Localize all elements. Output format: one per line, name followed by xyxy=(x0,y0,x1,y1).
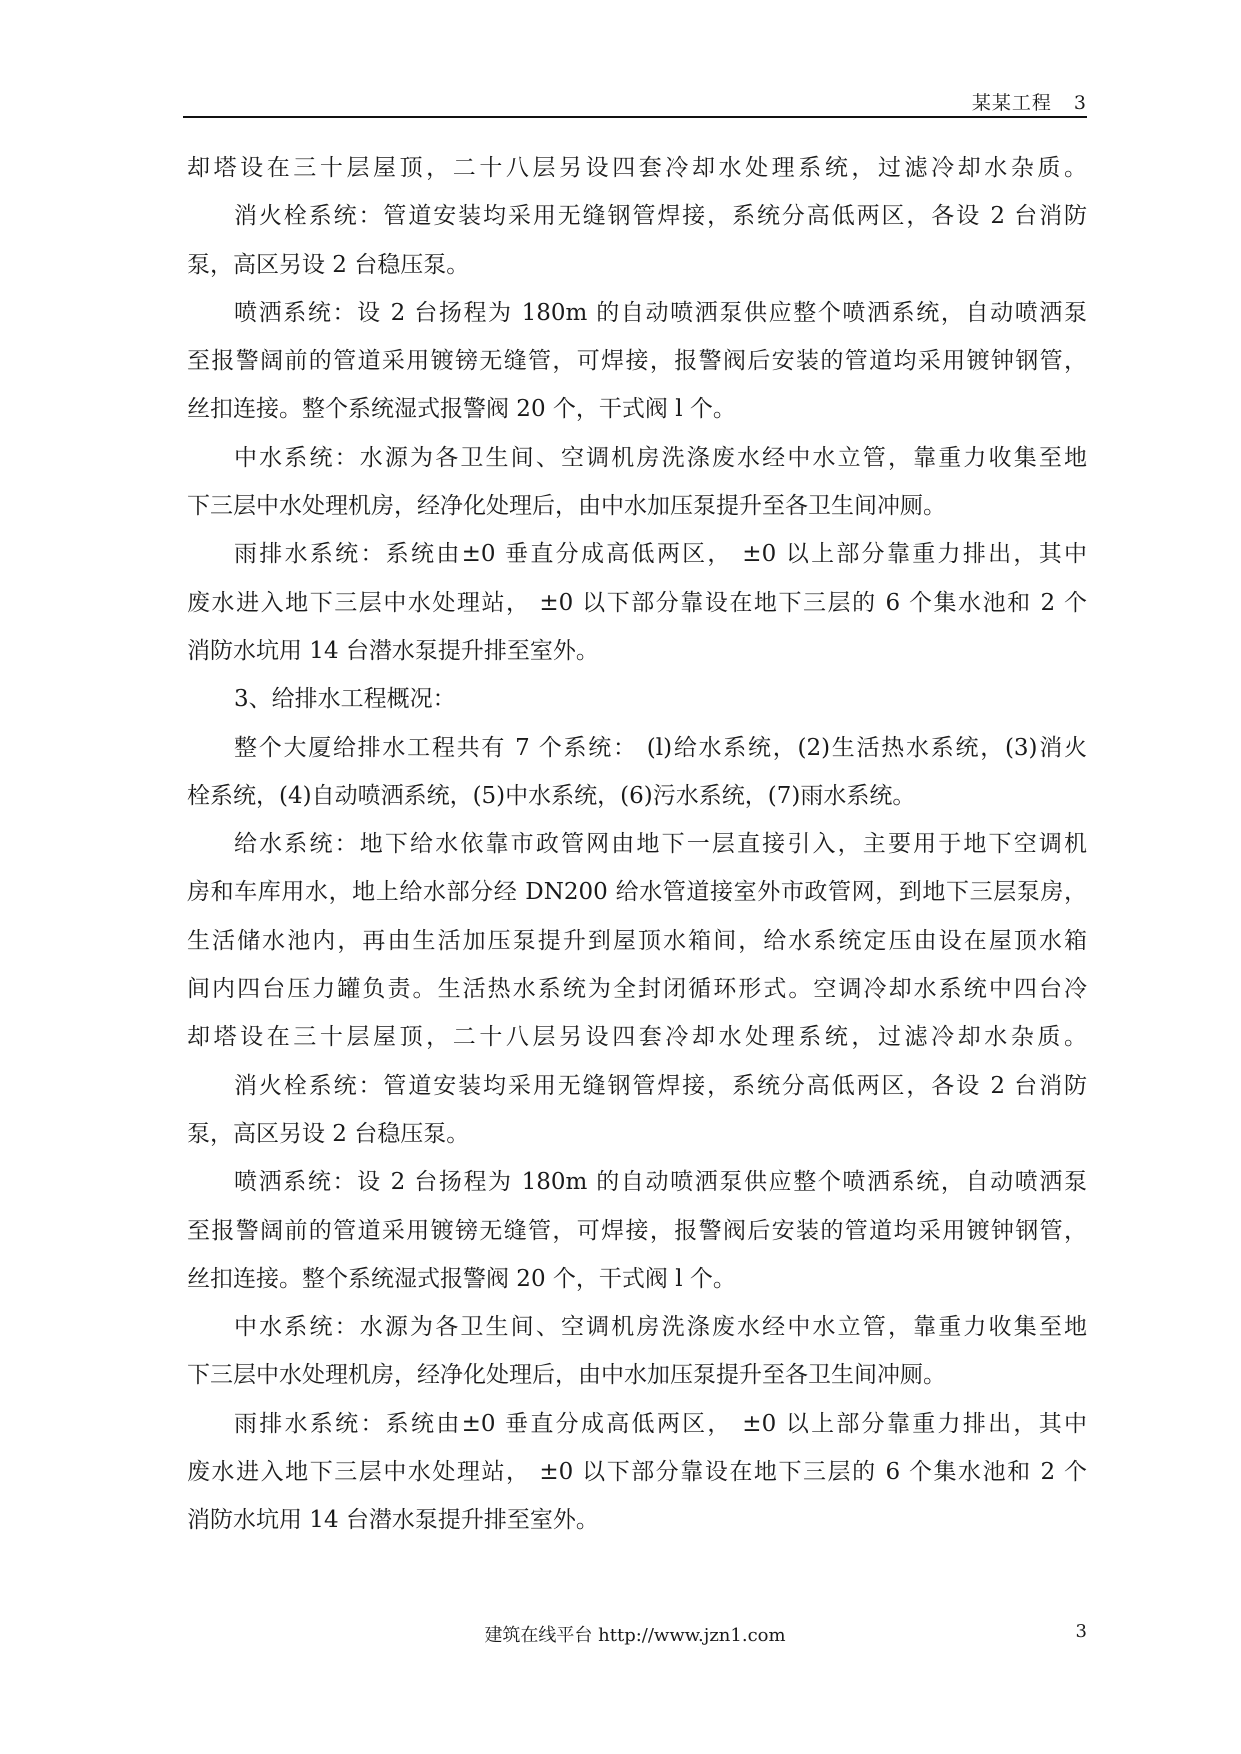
text-line: 下三层中水处理机房，经净化处理后，由中水加压泵提升至各卫生间冲厕。 xyxy=(187,493,946,520)
text-line: 至报警阔前的管道采用镀镑无缝管，可焊接，报警阀后安装的管道均采用镀钟钢管， xyxy=(187,348,1087,375)
text-line: 栓系统，(4)自动喷洒系统，(5)中水系统，(6)污水系统，(7)雨水系统。 xyxy=(187,782,916,809)
header-text xyxy=(972,88,1087,115)
text-line: 至报警阔前的管道采用镀镑无缝管，可焊接，报警阀后安装的管道均采用镀钟钢管， xyxy=(187,1217,1087,1244)
footer-page-number: 3 xyxy=(1075,1621,1087,1642)
footer-source: 建筑在线平台 http://www.jzn1.com xyxy=(484,1625,786,1646)
header-rule xyxy=(183,116,1087,118)
text-line: 消防水坑用 14 台潜水泵提升排至室外。 xyxy=(187,637,599,664)
section-heading: 3、给排水工程概况： xyxy=(234,686,456,713)
text-line: 消防水坑用 14 台潜水泵提升排至室外。 xyxy=(187,1507,599,1534)
text-line: 中水系统：水源为各卫生间、空调机房洗涤废水经中水立管，靠重力收集至地 xyxy=(234,1314,1087,1341)
body-text xyxy=(187,151,1087,1552)
text-line: 丝扣连接。整个系统湿式报警阀 20 个，干式阀 l 个。 xyxy=(187,396,736,423)
text-line: 消火栓系统：管道安装均采用无缝钢管焊接，系统分高低两区，各设 2 台消防 xyxy=(234,1072,1087,1099)
page-header xyxy=(183,84,1087,118)
text-line: 丝扣连接。整个系统湿式报警阀 20 个，干式阀 l 个。 xyxy=(187,1265,736,1292)
text-line: 消火栓系统：管道安装均采用无缝钢管焊接，系统分高低两区，各设 2 台消防 xyxy=(234,203,1087,230)
text-line: 废水进入地下三层中水处理站， ±0 以下部分靠设在地下三层的 6 个集水池和 2 个 xyxy=(187,1459,1087,1486)
text-line: 给水系统：地下给水依靠市政管网由地下一层直接引入，主要用于地下空调机 xyxy=(234,831,1087,858)
text-line: 房和车库用水，地上给水部分经 DN200 给水管道接室外市政管网，到地下三层泵房， xyxy=(187,879,1087,906)
text-line: 中水系统：水源为各卫生间、空调机房洗涤废水经中水立管，靠重力收集至地 xyxy=(234,444,1087,471)
text-line: 却塔设在三十层屋顶，二十八层另设四套冷却水处理系统，过滤冷却水杂质。 xyxy=(187,155,1087,181)
text-line: 下三层中水处理机房，经净化处理后，由中水加压泵提升至各卫生间冲厕。 xyxy=(187,1362,946,1389)
text-line: 雨排水系统：系统由±0 垂直分成高低两区， ±0 以上部分靠重力排出，其中 xyxy=(234,541,1087,568)
text-line: 整个大厦给排水工程共有 7 个系统： (l)给水系统，(2)生活热水系统，(3)消火 xyxy=(234,734,1087,761)
header-title: 某某工程 xyxy=(971,92,1052,114)
text-line: 生活储水池内，再由生活加压泵提升到屋顶水箱间，给水系统定压由设在屋顶水箱 xyxy=(187,927,1087,954)
text-line: 喷洒系统：设 2 台扬程为 180m 的自动喷洒泵供应整个喷洒系统，自动喷洒泵 xyxy=(234,1169,1087,1196)
page-footer xyxy=(183,1621,1087,1651)
text-line: 泵，高区另设 2 台稳压泵。 xyxy=(187,251,470,278)
text-line: 雨排水系统：系统由±0 垂直分成高低两区， ±0 以上部分靠重力排出，其中 xyxy=(234,1410,1087,1437)
text-line: 却塔设在三十层屋顶，二十八层另设四套冷却水处理系统，过滤冷却水杂质。 xyxy=(187,1024,1087,1051)
text-line: 废水进入地下三层中水处理站， ±0 以下部分靠设在地下三层的 6 个集水池和 2 个 xyxy=(187,589,1087,616)
text-line: 泵，高区另设 2 台稳压泵。 xyxy=(187,1120,470,1147)
header-page-number: 3 xyxy=(1073,92,1087,114)
text-line: 喷洒系统：设 2 台扬程为 180m 的自动喷洒泵供应整个喷洒系统，自动喷洒泵 xyxy=(234,299,1087,326)
text-line: 间内四台压力罐负责。生活热水系统为全封闭循环形式。空调冷却水系统中四台冷 xyxy=(187,976,1087,1003)
